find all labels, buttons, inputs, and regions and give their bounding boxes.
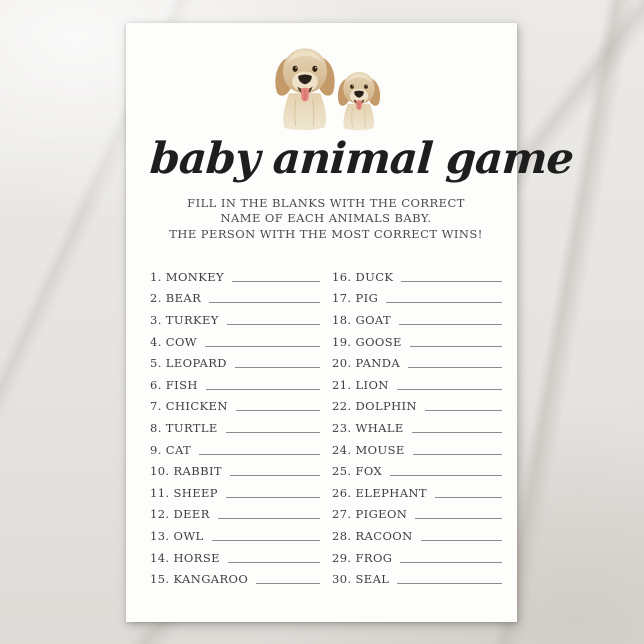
fill-in-blank-line [209, 302, 320, 303]
item-animal-name: GOOSE [355, 334, 402, 349]
list-item [332, 436, 502, 458]
list-item [150, 328, 320, 350]
item-animal-name: MONKEY [165, 269, 225, 284]
item-animal-name: DUCK [355, 269, 394, 284]
list-item [150, 350, 320, 372]
item-number: 28. [332, 528, 352, 543]
item-number: 14. [150, 550, 170, 565]
item-animal-name: DEER [173, 507, 210, 522]
item-number: 1. [150, 269, 162, 284]
item-animal-name: OWL [173, 528, 204, 543]
fill-in-blank-line [410, 346, 502, 347]
item-number: 19. [332, 334, 352, 349]
fill-in-blank-line [226, 497, 320, 498]
item-number: 16. [332, 269, 352, 284]
item-animal-name: TURTLE [165, 420, 218, 435]
list-item [332, 350, 502, 372]
fill-in-blank-line [425, 410, 502, 411]
item-animal-name: BEAR [165, 291, 202, 306]
fill-in-blank-line [236, 410, 320, 411]
item-number: 20. [332, 356, 352, 371]
fill-in-blank-line [232, 281, 320, 282]
fill-in-blank-line [408, 367, 502, 368]
dog-illustrations [150, 40, 502, 131]
item-number: 9. [150, 442, 162, 457]
fill-in-blank-line [412, 432, 502, 433]
fill-in-blank-line [230, 475, 320, 476]
item-animal-name: RABBIT [173, 464, 222, 479]
game-card [126, 23, 575, 622]
animal-list [150, 263, 502, 587]
item-number: 25. [332, 464, 352, 479]
item-number: 27. [332, 507, 352, 522]
item-animal-name: DOLPHIN [355, 399, 417, 414]
item-animal-name: FOX [355, 464, 383, 479]
fill-in-blank-line [421, 540, 502, 541]
fill-in-blank-line [400, 562, 502, 563]
list-item [150, 263, 320, 285]
list-item [332, 414, 502, 436]
item-animal-name: SEAL [355, 572, 390, 587]
item-number: 6. [150, 377, 162, 392]
item-number: 26. [332, 485, 352, 500]
item-animal-name: SHEEP [173, 485, 218, 500]
fill-in-blank-line [206, 389, 320, 390]
item-animal-name: ELEPHANT [355, 485, 427, 500]
instructions [150, 196, 502, 242]
item-number: 23. [332, 420, 352, 435]
item-number: 18. [332, 313, 352, 327]
item-animal-name: HORSE [173, 550, 220, 565]
fill-in-blank-line [218, 518, 320, 519]
list-item [332, 479, 502, 501]
item-number: 11. [150, 485, 170, 500]
list-item [150, 479, 320, 501]
fill-in-blank-line [212, 540, 320, 541]
list-item [150, 371, 320, 393]
item-animal-name: LEOPARD [165, 356, 227, 371]
list-item [150, 436, 320, 458]
item-animal-name: MOUSE [355, 442, 405, 457]
item-number: 12. [150, 507, 170, 522]
item-number: 22. [332, 399, 352, 414]
item-animal-name: CAT [165, 442, 192, 457]
item-animal-name: RACOON [355, 528, 413, 543]
fill-in-blank-line [415, 518, 502, 519]
fill-in-blank-line [205, 346, 320, 347]
list-item [150, 544, 320, 566]
item-animal-name: FROG [355, 550, 393, 565]
list-item [332, 458, 502, 480]
item-animal-name: PANDA [355, 356, 401, 371]
item-animal-name: KANGAROO [173, 572, 249, 587]
animal-list-right-column [332, 263, 502, 587]
fill-in-blank-line [390, 475, 502, 476]
fill-in-blank-line [227, 324, 320, 325]
animal-list-left-column [150, 263, 320, 587]
item-number: 2. [150, 291, 162, 306]
list-item [332, 393, 502, 415]
list-item [150, 306, 320, 328]
item-number: 30. [332, 572, 352, 587]
list-item [332, 306, 502, 328]
fill-in-blank-line [399, 324, 502, 325]
instructions-line-3: THE PERSON WITH THE MOST CORRECT WINS! [169, 226, 483, 241]
item-animal-name: CHICKEN [165, 399, 228, 414]
list-item [150, 414, 320, 436]
item-number: 8. [150, 420, 162, 435]
list-item [332, 501, 502, 523]
item-number: 15. [150, 572, 170, 587]
item-animal-name: COW [165, 334, 198, 349]
list-item [150, 285, 320, 307]
list-item [332, 263, 502, 285]
instructions-line-1: FILL IN THE BLANKS WITH THE CORRECT [187, 196, 465, 210]
fill-in-blank-line [435, 497, 502, 498]
list-item [332, 328, 502, 350]
fill-in-blank-line [199, 454, 320, 455]
item-number: 4. [150, 334, 162, 349]
list-item [150, 501, 320, 523]
fill-in-blank-line [401, 281, 502, 282]
item-number: 29. [332, 550, 352, 565]
list-item [150, 458, 320, 480]
item-animal-name: TURKEY [165, 313, 219, 327]
fill-in-blank-line [413, 454, 502, 455]
item-number: 7. [150, 399, 162, 414]
item-number: 5. [150, 356, 162, 371]
item-number: 17. [332, 291, 352, 306]
list-item [150, 566, 320, 588]
item-animal-name: GOAT [355, 313, 392, 327]
list-item [150, 522, 320, 544]
item-animal-name: PIGEON [355, 507, 408, 522]
item-animal-name: WHALE [355, 420, 404, 435]
fill-in-blank-line [256, 583, 320, 584]
list-item [150, 393, 320, 415]
item-number: 24. [332, 442, 352, 457]
list-item [332, 544, 502, 566]
item-number: 3. [150, 313, 162, 327]
fill-in-blank-line [235, 367, 320, 368]
item-number: 21. [332, 377, 352, 392]
golden-retriever-puppy-illustration [332, 66, 386, 131]
list-item [332, 566, 502, 588]
fill-in-blank-line [226, 432, 320, 433]
list-item [332, 371, 502, 393]
instructions-line-2: NAME OF EACH ANIMALS BABY. [220, 211, 432, 226]
fill-in-blank-line [386, 302, 502, 303]
fill-in-blank-line [228, 562, 320, 563]
page-title: baby animal game [148, 134, 575, 184]
item-animal-name: LION [355, 377, 389, 392]
fill-in-blank-line [397, 389, 502, 390]
item-animal-name: PIG [355, 291, 379, 306]
fill-in-blank-line [397, 583, 502, 584]
item-animal-name: FISH [165, 377, 198, 392]
item-number: 10. [150, 464, 170, 479]
list-item [332, 285, 502, 307]
list-item [332, 522, 502, 544]
item-number: 13. [150, 528, 170, 543]
